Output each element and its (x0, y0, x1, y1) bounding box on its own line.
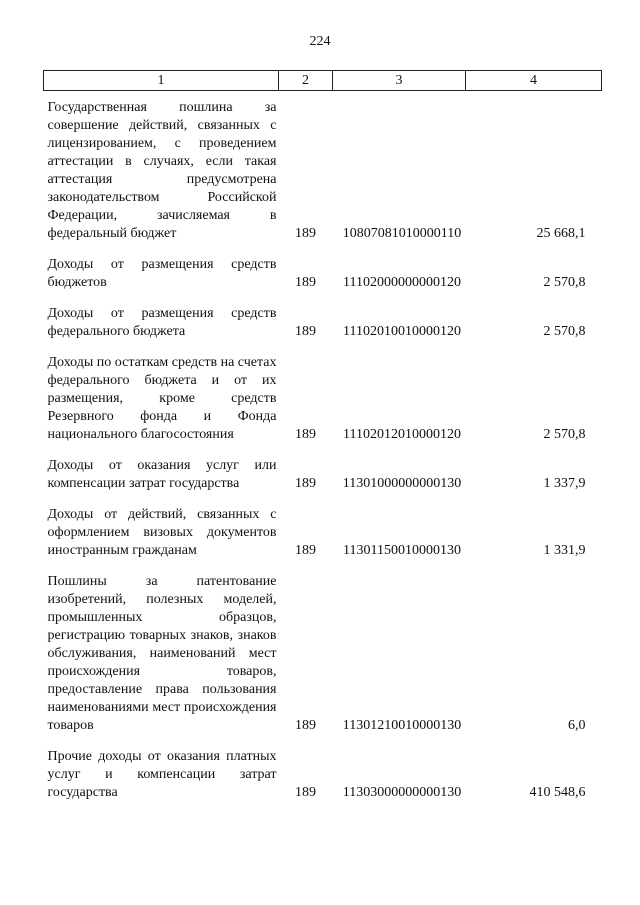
revenue-name: Прочие доходы от оказания платных услуг и компенсации затрат государства (47, 749, 277, 800)
budget-classification-code: 11102012010000120 (343, 427, 461, 442)
column-header-3: 3 (333, 71, 466, 91)
revenue-name: Доходы от размещения средств федерального бюджета (47, 306, 277, 339)
admin-code: 189 (295, 543, 316, 558)
admin-code: 189 (295, 324, 316, 339)
table-row (44, 305, 602, 354)
budget-table (43, 70, 602, 815)
amount: 1 337,9 (543, 476, 586, 491)
revenue-name: Доходы от размещения средств бюджетов (47, 257, 277, 290)
amount: 2 570,8 (543, 275, 586, 290)
page-number: 224 (309, 34, 331, 49)
budget-classification-code: 11301150010000130 (343, 543, 461, 558)
table-row (44, 91, 602, 257)
revenue-name: Доходы по остаткам средств на счетах федерального бюджета и от их размещения, кроме средств Резервного фонда и Фонда национального благосостояния (47, 355, 277, 442)
amount: 1 331,9 (543, 543, 586, 558)
table-row (44, 573, 602, 748)
admin-code: 189 (295, 718, 316, 733)
amount: 2 570,8 (543, 427, 586, 442)
table-body (44, 91, 602, 816)
admin-code: 189 (295, 427, 316, 442)
amount: 2 570,8 (543, 324, 586, 339)
revenue-name: Доходы от оказания услуг или компенсации затрат государства (47, 458, 277, 491)
table-row (44, 748, 602, 815)
budget-classification-code: 11301210010000130 (342, 718, 462, 733)
amount: 410 548,6 (529, 785, 586, 800)
table-row (44, 256, 602, 305)
column-header-1: 1 (44, 71, 279, 91)
table-row (44, 506, 602, 573)
admin-code: 189 (295, 476, 316, 491)
budget-classification-code: 11102000000000120 (343, 275, 461, 290)
admin-code: 189 (295, 785, 316, 800)
budget-classification-code: 11102010010000120 (343, 324, 461, 339)
budget-classification-code: 11301000000000130 (342, 476, 462, 491)
revenue-name: Пошлины за патентование изобретений, полезных моделей, промышленных образцов, регистрацию товарных знаков, знаков обслуживания, наименований мест происхождения товаров, предоставление права пользования наименованиями мест происхождения товаров (47, 574, 277, 733)
revenue-name: Государственная пошлина за совершение действий, связанных с лицензированием, с проведением аттестации в случаях, если такая аттестация предусмотрена законодательством Российской Федерации, зачисляемая в федеральный бюджет (47, 100, 277, 241)
revenue-name: Доходы от действий, связанных с оформлением визовых документов иностранным гражданам (47, 507, 277, 558)
header-row (44, 71, 602, 91)
amount: 6,0 (568, 718, 586, 733)
budget-classification-code: 11303000000000130 (342, 785, 462, 800)
amount: 25 668,1 (536, 226, 586, 241)
column-header-2: 2 (279, 71, 333, 91)
table-row (44, 457, 602, 506)
column-header-4: 4 (466, 71, 602, 91)
table-header (44, 71, 602, 91)
admin-code: 189 (295, 226, 316, 241)
budget-classification-code: 10807081010000110 (342, 226, 462, 241)
table-row (44, 354, 602, 457)
admin-code: 189 (295, 275, 316, 290)
